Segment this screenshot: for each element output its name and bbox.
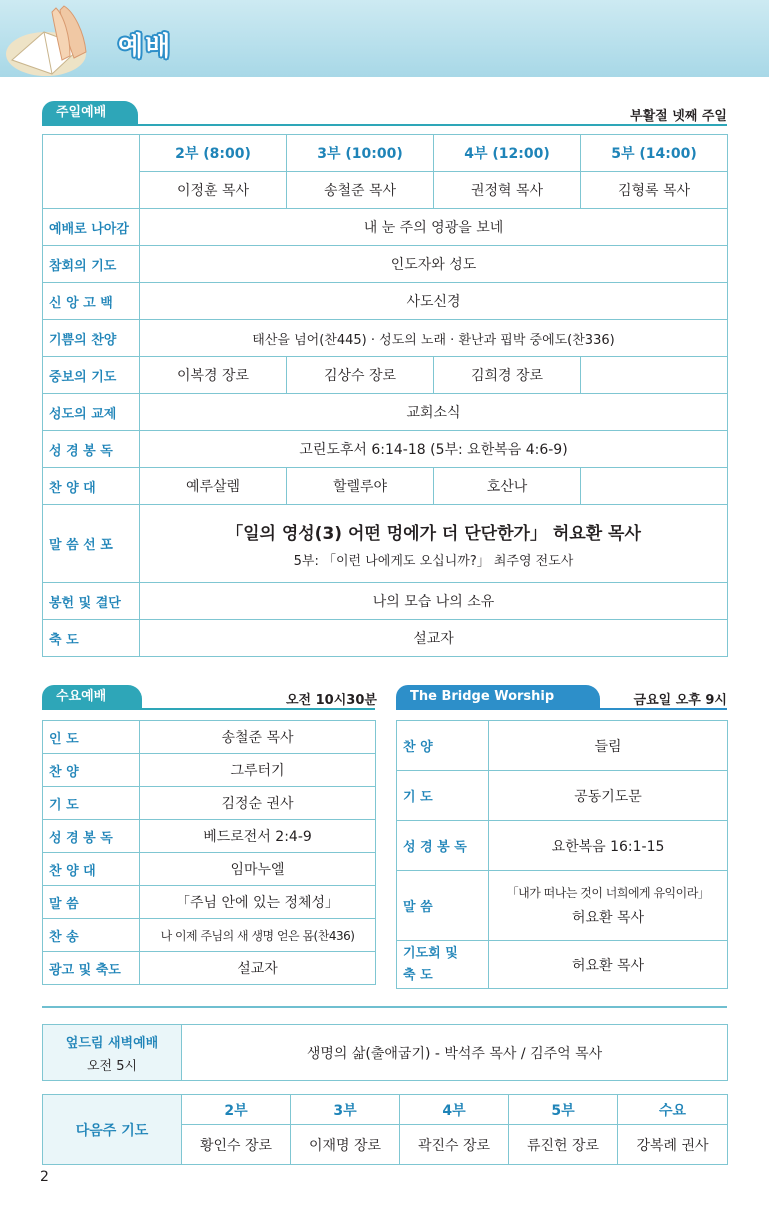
service-leader: 권정혁 목사 xyxy=(434,172,581,209)
wednesday-tab: 수요예배 xyxy=(42,685,142,709)
bridge-row xyxy=(397,941,728,989)
row-value: 인도자와 성도 xyxy=(140,246,728,283)
row-value: 들림 xyxy=(489,721,728,771)
scripture-row xyxy=(43,431,728,468)
prayer-name: 곽진수 장로 xyxy=(400,1125,509,1165)
wednesday-table xyxy=(42,720,376,985)
approach-row xyxy=(43,209,728,246)
row-label: 성 경 봉 독 xyxy=(43,431,140,468)
bridge-note: 금요일 오후 9시 xyxy=(633,693,727,708)
page-number: 2 xyxy=(40,1169,49,1185)
row-label: 기 도 xyxy=(397,771,489,821)
bridge-row xyxy=(397,721,728,771)
row-label: 성도의 교제 xyxy=(43,394,140,431)
sermon-subtitle: 5부: 「이런 나에게도 오십니까?」 최주영 전도사 xyxy=(293,553,574,569)
sunday-tab: 주일예배 xyxy=(42,101,138,125)
page-title: 예배 xyxy=(118,32,173,62)
prayer-column: 5부 xyxy=(509,1095,618,1125)
row-label: 기쁨의 찬양 xyxy=(43,320,140,357)
prayer-name: 황인수 장로 xyxy=(182,1125,291,1165)
row-label: 찬 양 대 xyxy=(43,468,140,505)
row-label: 참회의 기도 xyxy=(43,246,140,283)
row-label: 찬 양 대 xyxy=(43,853,140,886)
row-label: 인 도 xyxy=(43,721,140,754)
row-value: 고린도후서 6:14-18 (5부: 요한복음 4:6-9) xyxy=(140,431,728,468)
wed-row xyxy=(43,952,376,985)
dawn-label-cell xyxy=(43,1025,182,1081)
row-label: 예배로 나아감 xyxy=(43,209,140,246)
next-prayer-table xyxy=(42,1094,728,1165)
row-value: 이복경 장로 xyxy=(140,357,287,394)
row-value: 나 이제 주님의 새 생명 얻은 몸(찬436) xyxy=(140,919,376,952)
wed-row xyxy=(43,919,376,952)
praying-hands-bible-icon xyxy=(4,2,104,76)
row-value: 사도신경 xyxy=(140,283,728,320)
row-value: 설교자 xyxy=(140,952,376,985)
prayer-name: 류진헌 장로 xyxy=(509,1125,618,1165)
row-value xyxy=(581,468,728,505)
row-value: 김정순 권사 xyxy=(140,787,376,820)
bridge-sermon-title: 「내가 떠나는 것이 너희에게 유익이라」 xyxy=(506,886,710,900)
service-leader: 송철준 목사 xyxy=(287,172,434,209)
row-label xyxy=(397,941,489,989)
blessing-row xyxy=(43,620,728,657)
bridge-tab-line xyxy=(396,708,727,710)
row-value: 태산을 넘어(찬445) · 성도의 노래 · 환난과 핍박 중에도(찬336) xyxy=(140,320,728,357)
row-value: 그루터기 xyxy=(140,754,376,787)
header-banner xyxy=(0,0,769,77)
row-label-line1: 기도회 및 xyxy=(403,945,458,961)
praise-row xyxy=(43,320,728,357)
dawn-value: 생명의 삶(출애굽기) - 박석주 목사 / 김주억 목사 xyxy=(182,1025,728,1081)
bridge-row xyxy=(397,771,728,821)
sunday-note: 부활절 넷째 주일 xyxy=(630,109,727,124)
service-time: 3부 (10:00) xyxy=(287,135,434,172)
wed-row xyxy=(43,853,376,886)
row-value: 베드로전서 2:4-9 xyxy=(140,820,376,853)
bridge-sermon-speaker: 허요환 목사 xyxy=(571,910,645,926)
row-label: 찬 양 xyxy=(397,721,489,771)
prayer-name: 이재명 장로 xyxy=(291,1125,400,1165)
row-label: 광고 및 축도 xyxy=(43,952,140,985)
prayer-column: 수요 xyxy=(618,1095,728,1125)
row-label: 신 앙 고 백 xyxy=(43,283,140,320)
row-label: 말 씀 선 포 xyxy=(43,505,140,583)
row-label: 성 경 봉 독 xyxy=(397,821,489,871)
row-value: 내 눈 주의 영광을 보네 xyxy=(140,209,728,246)
bridge-tab: The Bridge Worship xyxy=(396,685,600,709)
sunday-table xyxy=(42,134,728,657)
dawn-title: 엎드림 새벽예배 xyxy=(65,1035,159,1051)
repent-row xyxy=(43,246,728,283)
row-label: 찬 양 xyxy=(43,754,140,787)
row-value: 임마누엘 xyxy=(140,853,376,886)
row-value: 나의 모습 나의 소유 xyxy=(140,583,728,620)
row-label: 말 씀 xyxy=(397,871,489,941)
sermon-title: 「일의 영성(3) 어떤 멍에가 더 단단한가」 허요환 목사 xyxy=(226,523,641,544)
row-label: 성 경 봉 독 xyxy=(43,820,140,853)
sunday-tab-line xyxy=(42,124,727,126)
blank-cell xyxy=(43,135,140,209)
row-label: 축 도 xyxy=(43,620,140,657)
row-value: 김희경 장로 xyxy=(434,357,581,394)
row-label: 중보의 기도 xyxy=(43,357,140,394)
wed-row xyxy=(43,886,376,919)
row-label: 봉헌 및 결단 xyxy=(43,583,140,620)
wed-row xyxy=(43,721,376,754)
sermon-row xyxy=(43,505,728,583)
service-leader-row xyxy=(43,172,728,209)
wed-row xyxy=(43,754,376,787)
prayer-column: 2부 xyxy=(182,1095,291,1125)
dawn-row xyxy=(43,1025,728,1081)
service-time: 5부 (14:00) xyxy=(581,135,728,172)
sermon-cell xyxy=(140,505,728,583)
row-value: 허요환 목사 xyxy=(489,941,728,989)
row-value: 할렐루야 xyxy=(287,468,434,505)
next-prayer-label: 다음주 기도 xyxy=(43,1095,182,1165)
row-label: 찬 송 xyxy=(43,919,140,952)
row-label: 말 씀 xyxy=(43,886,140,919)
row-value: 「주님 안에 있는 정체성」 xyxy=(140,886,376,919)
service-leader: 김형록 목사 xyxy=(581,172,728,209)
service-time: 2부 (8:00) xyxy=(140,135,287,172)
choir-row xyxy=(43,468,728,505)
wed-row xyxy=(43,820,376,853)
prayer-column: 3부 xyxy=(291,1095,400,1125)
row-value: 요한복음 16:1-15 xyxy=(489,821,728,871)
row-value xyxy=(581,357,728,394)
wednesday-tab-line xyxy=(42,708,375,710)
bridge-row xyxy=(397,871,728,941)
creed-row xyxy=(43,283,728,320)
intercession-row xyxy=(43,357,728,394)
prayer-name: 강복례 권사 xyxy=(618,1125,728,1165)
fellowship-row xyxy=(43,394,728,431)
service-time-row xyxy=(43,135,728,172)
sermon-cell xyxy=(489,871,728,941)
prayer-column: 4부 xyxy=(400,1095,509,1125)
row-value: 공동기도문 xyxy=(489,771,728,821)
service-time: 4부 (12:00) xyxy=(434,135,581,172)
wed-row xyxy=(43,787,376,820)
section-divider xyxy=(42,1006,727,1008)
row-label-line2: 축 도 xyxy=(403,967,433,983)
next-prayer-header-row xyxy=(43,1095,728,1125)
row-value: 호산나 xyxy=(434,468,581,505)
row-value: 교회소식 xyxy=(140,394,728,431)
dawn-time: 오전 5시 xyxy=(86,1058,138,1074)
bridge-table xyxy=(396,720,728,989)
wednesday-note: 오전 10시30분 xyxy=(286,693,377,708)
dawn-table xyxy=(42,1024,728,1081)
row-value: 김상수 장로 xyxy=(287,357,434,394)
row-label: 기 도 xyxy=(43,787,140,820)
row-value: 송철준 목사 xyxy=(140,721,376,754)
service-leader: 이정훈 목사 xyxy=(140,172,287,209)
bridge-row xyxy=(397,821,728,871)
offering-row xyxy=(43,583,728,620)
row-value: 예루살렘 xyxy=(140,468,287,505)
row-value: 설교자 xyxy=(140,620,728,657)
